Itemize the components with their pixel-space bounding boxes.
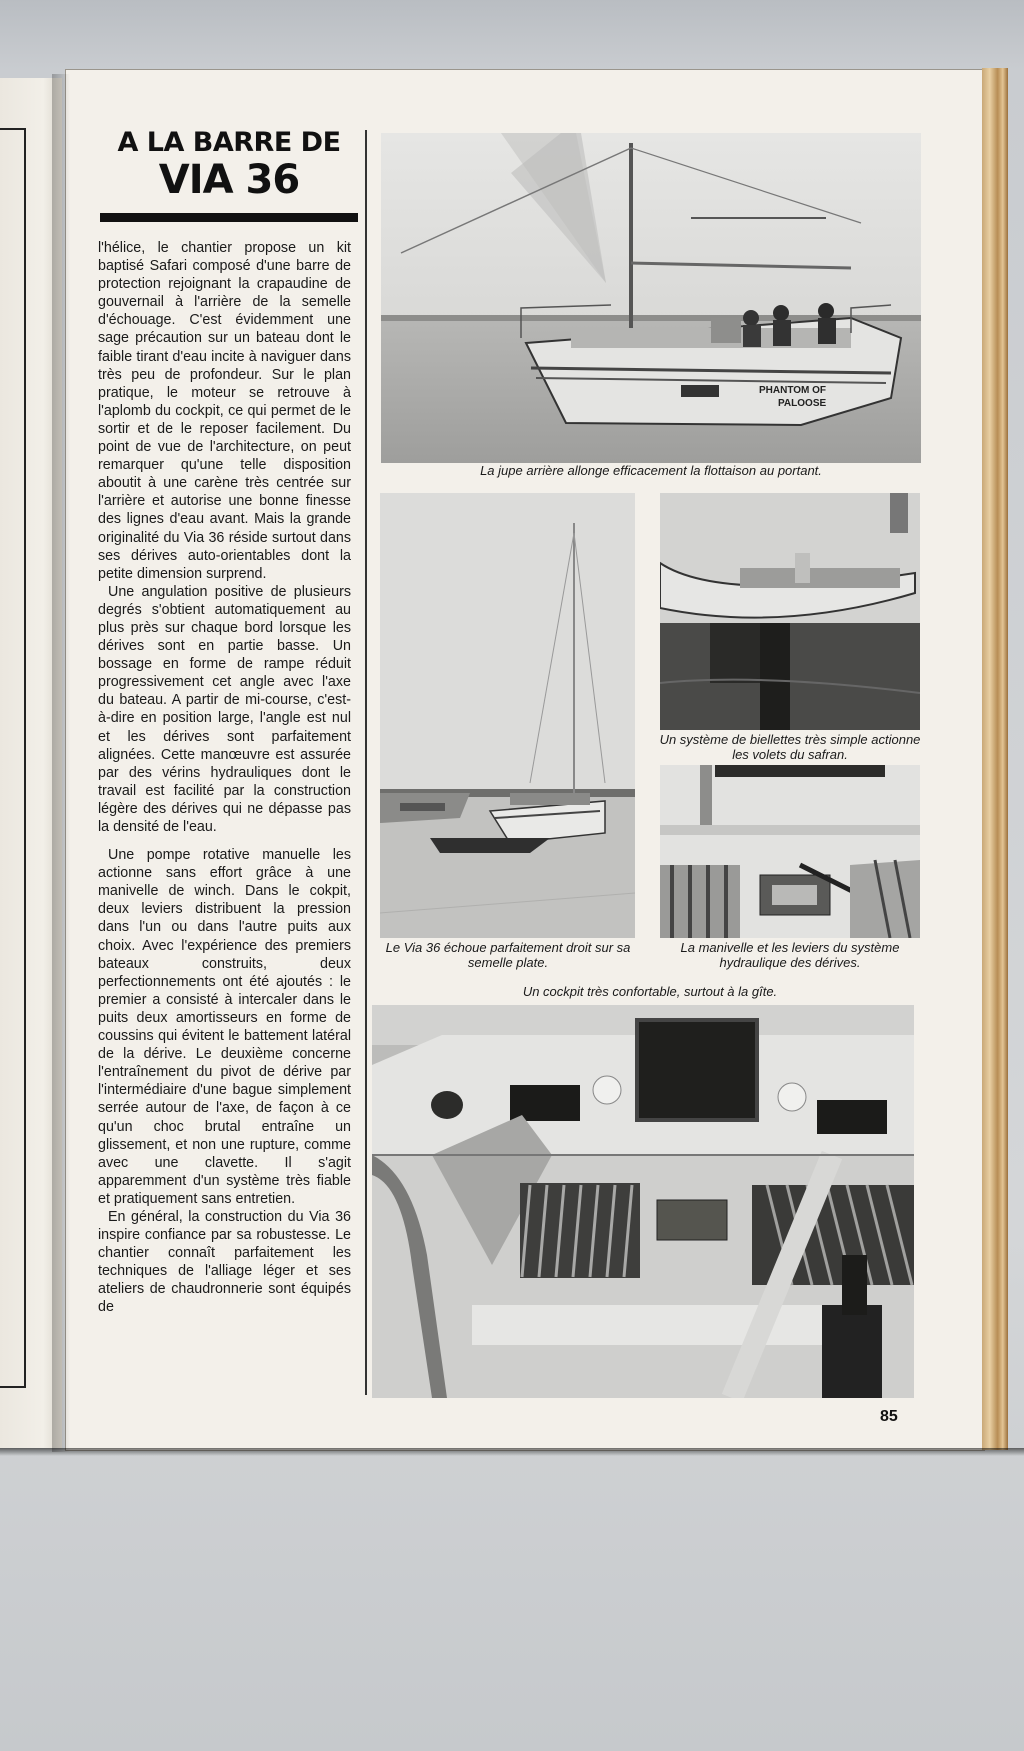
caption-top-photo: La jupe arrière allonge efficacement la flottaison au portant.: [480, 463, 822, 478]
body-paragraph: Une angulation positive de plusieurs degrés s'obtient automatiquement au plus près sur chaque bord lorsque les dérives sont en partie basse. Un bossage en forme de rampe réduit progressivement cet angle avec l'axe du bateau. A partir de mi-course, c'est-à-dire en position large, l'angle est nul et les dérives sont parfaitement alignées. Cette manœuvre est assurée par des vérins hydrauliques dont le travail est facilité par la construction légère des dérives qui ne dépasse pas la densité de l'eau.: [98, 583, 351, 835]
previous-page-rule: [0, 128, 26, 130]
photo-beached-boat: [380, 493, 635, 938]
caption-rudder-photo: Un système de biellettes très simple actionne les volets du safran.: [659, 732, 921, 762]
body-paragraph: l'hélice, le chantier propose un kit baptisé Safari composé d'une barre de protection rejoignant la crapaudine de gouvernail à l'arrière de la semelle d'échouage. C'est évidemment une sage précaution sur un bateau dont le faible tirant d'eau incite à naviguer dans très peu de profondeur. Sur le plan pratique, le moteur se retrouve à l'aplomb du cockpit, ce qui permet de le sortir et de le reposer facilement. Du point de vue de l'architecture, on peut remarquer qu'une telle disposition aboutit à une carène très centrée sur l'arrière et autorise une bonne finesse des lignes d'eau avant. Mais la grande originalité du Via 36 réside surtout dans ses dérives auto-orientables dont la petite dimension surprend.: [98, 240, 351, 582]
article-body: [98, 239, 351, 1317]
hull-port-text: PALOOSE: [778, 398, 827, 409]
photo-sailing-yacht: [381, 133, 921, 463]
body-paragraph: En général, la construction du Via 36 inspire confiance par sa robustesse. Le chantier connaît parfaitement les techniques de l'alliage léger et ses ateliers de chaudronnerie sont équipés de: [98, 1208, 351, 1316]
photo-rudder-linkage: [660, 493, 920, 730]
hull-name-text: PHANTOM OF: [759, 385, 827, 396]
page-number: 85: [880, 1408, 898, 1425]
previous-page-column-rule: [24, 128, 26, 1388]
previous-page-rule: [0, 1386, 26, 1388]
headline-line-1: A LA BARRE DE: [117, 127, 341, 158]
caption-beached-photo: Le Via 36 échoue parfaitement droit sur sa semelle plate.: [385, 940, 631, 970]
page-shadow: [0, 1448, 1024, 1456]
headline-rule: [100, 213, 358, 222]
headline-line-2: VIA 36: [158, 157, 300, 203]
caption-levers-photo: La manivelle et les leviers du système hydraulique des dérives.: [680, 940, 900, 970]
caption-cockpit-photo: Un cockpit très confortable, surtout à la gîte.: [522, 984, 778, 999]
spine-shadow: [52, 74, 70, 1452]
photo-hydraulic-levers: [660, 765, 920, 938]
page-stack-edge: [982, 68, 1008, 1450]
body-paragraph: Une pompe rotative manuelle les actionne sans effort grâce à une manivelle de winch. Dans le cokpit, deux leviers distribuent la pression dans l'un ou dans l'autre puits aux choix. Avec l'expérience des premiers bateaux construits, deux perfectionnements ont été ajoutés : le premier a consisté à intercaler dans le puits deux amortisseurs en forme de coussins qui évitent le battement latéral de la dérive. Le deuxième concerne l'entraînement du pivot de dérive par l'intermédiaire d'une bague simplement serrée autour de l'axe, de façon à ce qu'un choc brutal entraîne un glissement, et non une rupture, comme avec une clavette. Il s'agit apparemment d'un système très fiable et pratiquement sans entretien.: [98, 847, 351, 1207]
column-rule: [365, 130, 367, 1395]
photo-cockpit: [372, 1005, 914, 1398]
article-headline: [100, 128, 358, 202]
